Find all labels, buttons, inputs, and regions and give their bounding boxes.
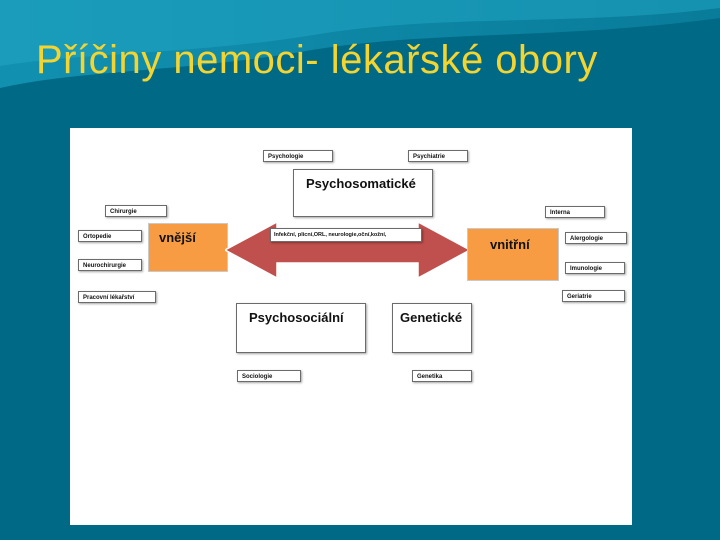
- box-geriatrie: Geriatrie: [562, 290, 625, 302]
- box-genetika: Genetika: [412, 370, 472, 382]
- box-arrow-label: Infekční, plicní,ORL, neurologie,oční,kožní,: [270, 228, 422, 242]
- box-imunologie: Imunologie: [565, 262, 625, 274]
- slide-title: Příčiny nemoci- lékařské obory: [36, 38, 598, 82]
- box-neurochirurgie: Neurochirurgie: [78, 259, 142, 271]
- box-vnejsi: vnější: [148, 223, 228, 272]
- box-alergologie: Alergologie: [565, 232, 627, 244]
- box-psychiatrie: Psychiatrie: [408, 150, 468, 162]
- box-psychologie: Psychologie: [263, 150, 333, 162]
- box-sociologie: Sociologie: [237, 370, 301, 382]
- box-interna: Interna: [545, 206, 605, 218]
- diagram-canvas: [70, 128, 632, 525]
- box-chirurgie: Chirurgie: [105, 205, 167, 217]
- box-pracovni-lekarstvi: Pracovní lékařství: [78, 291, 156, 303]
- box-psychosomaticke: Psychosomatické: [293, 169, 433, 217]
- box-vnitrni: vnitřní: [467, 228, 559, 281]
- box-ortopedie: Ortopedie: [78, 230, 142, 242]
- box-geneticke: Genetické: [392, 303, 472, 353]
- box-psychosocialni: Psychosociální: [236, 303, 366, 353]
